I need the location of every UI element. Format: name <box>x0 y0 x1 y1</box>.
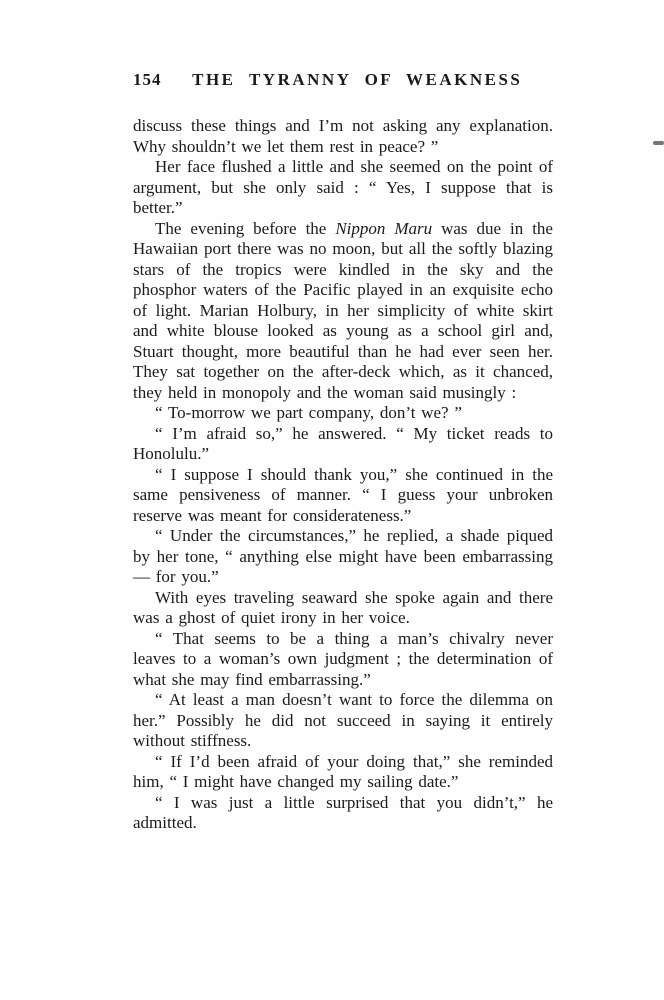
text-column-paragraphs <box>133 116 553 834</box>
paragraph <box>133 424 553 465</box>
text-run: “ If I’d been afraid of your doing that,” she reminded him, “ I might have changed my sailing date.” <box>133 751 553 791</box>
paragraph <box>133 793 553 834</box>
paragraph <box>133 403 553 424</box>
paragraph <box>133 157 553 219</box>
paragraph <box>133 116 553 157</box>
text-run: The evening before the <box>155 218 336 238</box>
page-number: 154 <box>133 70 162 89</box>
text-run: discuss these things and I’m not asking any explanation. Why shouldn’t we let them rest in peace? ” <box>133 116 553 156</box>
paragraph <box>133 629 553 691</box>
text-run: “ At least a man doesn’t want to force the dilemma on her.” Possibly he did not succeed in saying it entirely without stiffness. <box>133 690 553 750</box>
text-run: “ Under the circumstances,” he replied, a shade piqued by her tone, “ anything else might have been embarrassing — for you.” <box>133 526 553 586</box>
page-header <box>133 70 553 90</box>
text-run: “ That seems to be a thing a man’s chivalry never leaves to a woman’s own judgment ; the determination of what she may find embarrassing.” <box>133 628 553 689</box>
text-run: Her face flushed a little and she seemed on the point of argument, but she only said : “ Yes, I suppose that is better.” <box>133 157 553 217</box>
paragraph <box>133 588 553 629</box>
paragraph <box>133 752 553 793</box>
text-run: was due in the Hawaiian port there was no moon, but all the softly blazing stars of the tropics were kindled in the sky and the phosphor waters of the Pacific played in an exquisite echo of light. Marian Holbury, in her simplicity of white skirt and white blouse looked as young as a school girl and, Stuart thought, more beautiful than he had ever seen her. They sat together on the after-deck which, as it chanced, they held in monopoly and the woman said musingly : <box>133 218 553 402</box>
text-run: “ I’m afraid so,” he answered. “ My ticket reads to Honolulu.” <box>133 423 553 463</box>
text-column <box>133 70 553 834</box>
paragraph <box>133 690 553 752</box>
text-run: “ I suppose I should thank you,” she continued in the same pensiveness of manner. “ I guess your unbroken reserve was meant for considerateness.” <box>133 464 553 525</box>
text-run: With eyes traveling seaward she spoke again and there was a ghost of quiet irony in her voice. <box>133 587 553 627</box>
text-run: “ I was just a little surprised that you didn’t,” he admitted. <box>133 792 553 832</box>
paragraph <box>133 219 553 404</box>
text-run: “ To-morrow we part company, don’t we? ” <box>155 403 462 422</box>
paragraph <box>133 526 553 588</box>
paragraph <box>133 465 553 527</box>
scan-artifact-mark <box>653 141 664 145</box>
italic-text-run: Nippon Maru <box>335 218 433 238</box>
running-title: THE TYRANNY OF WEAKNESS <box>192 70 523 89</box>
